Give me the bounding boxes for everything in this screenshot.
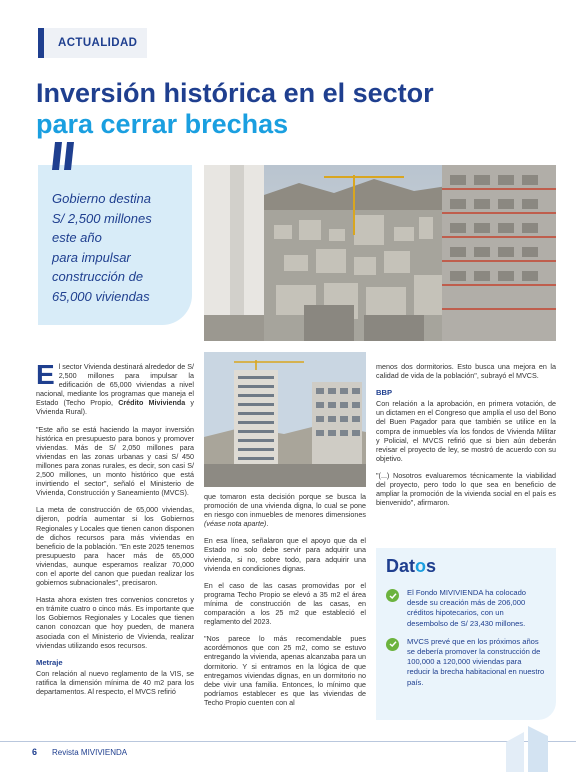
check-icon — [386, 638, 399, 651]
quote-line: Gobierno destina — [52, 191, 152, 206]
datos-item — [386, 637, 546, 688]
see-note-reference: (véase nota aparte) — [204, 519, 267, 529]
title-line-2: para cerrar brechas — [36, 109, 289, 139]
paragraph: "Este año se está haciendo la mayor inversión histórica en presupuesto para bonos y promover viviendas. Más de S/ 2,050 millones para viviendas en las zonas urbanas y casi S/ 450 millones para zonas rurales, es decir, son casi S/ 2,500 millones, un monto histórico que está invirtiendo el sector", señaló el Ministerio de Vivienda, Construcción y Saneamiento (MVCS). — [36, 424, 194, 498]
paragraph-text: l sector Vivienda destinará alrededor de S/ 2,500 millones para impulsar la edificación de 65,000 viviendas a nivel nacional, mediante los programas que maneja el Estado (Techo Propio, — [36, 362, 195, 408]
pull-quote-box — [38, 165, 192, 325]
pull-quote-text — [52, 189, 182, 306]
paragraph: "Nos parece lo más recomendable pues acordémonos que con 25 m2, como se estuvo entregando la vivienda, apenas alcanzaba para un dormitorio. Y si entramos en la lógica de que entregamos viviendas dignas, en un dormitorio no debe vivir una familia. Entonces, lo mínimo que podríamos establecer es que las viviendas de Techo Propio cuenten con al — [204, 634, 366, 707]
paragraph: Con relación a la aprobación, en primera votación, de un dictamen en el Congreso que amplía el uso del Bono del Buen Pagador para que también se utilice en la compra de inmuebles vía los fondos de Vivienda Militar y Policial, el MVCS refirió que si bien aún deberán revisar el proyecto de ley, se mostró de acuerdo con su objetivo. — [376, 399, 556, 463]
quote-line: 65,000 viviendas — [52, 288, 150, 304]
quote-line: para impulsar — [52, 249, 131, 265]
section-label: ACTUALIDAD — [58, 37, 138, 49]
article-column-right — [376, 362, 556, 515]
datos-box — [376, 548, 556, 720]
datos-item-text: MVCS prevé que en los próximos años se debería promover la construcción de 100,000 a 120,000 viviendas para reducir la brecha habitacional en nuestro país. — [407, 636, 545, 687]
datos-title-part: Dat — [386, 556, 416, 576]
paragraph-text: y Vivienda Rural). — [36, 398, 194, 417]
quote-line: este año — [52, 230, 102, 245]
paragraph: Hasta ahora existen tres convenios concretos y en trámite cuatro o cinco más. Es importante que los Gobiernos Regionales y Locales que tienen canon conozcan que hoy pueden, de manera asociada con el Ministerio de Vivienda, realizar viviendas utilizando esos recursos. — [36, 595, 194, 650]
article-column-left — [36, 359, 195, 704]
paragraph-text: que tomaron esta decisión porque se busca la promoción de una vivienda digna, lo cual se pone en riesgo con inmuebles de menores dimensiones — [204, 492, 366, 520]
credit-mivivienda-link: Crédito Mivivienda — [118, 398, 186, 408]
paragraph: En el caso de las casas promovidas por el programa Techo Propio se elevó a 35 m2 el área mínima de construcción de las casas, en comparación a los 25 m2 que estableció el reglamento del 2023. — [204, 580, 366, 627]
quote-icon — [52, 140, 76, 174]
magazine-name: Revista MIVIVIENDA — [52, 748, 128, 757]
subhead-metraje: Metraje — [36, 657, 63, 667]
article-title — [36, 78, 556, 140]
tower-construction-photo — [204, 352, 366, 487]
datos-title-o: o — [415, 556, 427, 576]
paragraph — [36, 359, 195, 417]
paragraph-text: . — [266, 519, 269, 529]
footer-divider — [0, 741, 576, 742]
subhead-bbp: BBP — [376, 388, 393, 398]
datos-title — [386, 556, 546, 580]
datos-item-text: El Fondo MIVIVIENDA ha colocado desde su creación más de 206,000 créditos hipotecarios, con un desembolso de S/ 23,430 millones. — [407, 588, 527, 628]
quote-line: construcción de — [52, 269, 144, 284]
paragraph: En esa línea, señalaron que el apoyo que da el Estado no solo debe servir para adquirir una vivienda, si no, sobre todo, para adquirir una vivienda en condiciones dignas. — [204, 536, 366, 573]
construction-city-photo — [204, 165, 556, 341]
paragraph: menos dos dormitorios. Esto busca una mejora en la calidad de vida de la población", subrayó el MVCS. — [376, 362, 556, 381]
datos-title-part: s — [426, 556, 437, 576]
page-number: 6 — [32, 747, 38, 757]
check-icon — [386, 589, 399, 602]
paragraph: "(...) Nosotros evaluaremos técnicamente la viabilidad del proyecto, pero todo lo que sea en beneficio de ampliar la promoción de la vivienda social en el país es bienvenido", afirmaron. — [376, 470, 556, 508]
building-icon — [498, 722, 558, 772]
title-line-1: Inversión histórica en el sector — [36, 78, 434, 108]
datos-item — [386, 588, 546, 629]
drop-cap: E — [36, 359, 55, 390]
paragraph: Con relación al nuevo reglamento de la VIS, se ratifica la dimensión mínima de 40 m2 para los departamentos. Al respecto, el MVCS refirió — [36, 668, 194, 696]
section-tag — [38, 28, 147, 58]
paragraph — [204, 492, 366, 528]
article-column-middle — [204, 492, 366, 715]
quote-line: S/ 2,500 millones — [52, 210, 152, 226]
section-accent-bar — [38, 28, 44, 58]
paragraph: La meta de construcción de 65,000 viviendas, dijeron, podría aumentar si los Gobiernos Regionales y Locales que tienen canon disponen de dichos recursos para más viviendas en beneficio de la población. "En este 2025 tenemos presupuesto para hacer más de 65,000 viviendas, aunque esperamos realizar 70,000 con el aporte del canon que puedan realizar los gobiernos subnacionales", precisaron. — [36, 505, 194, 588]
